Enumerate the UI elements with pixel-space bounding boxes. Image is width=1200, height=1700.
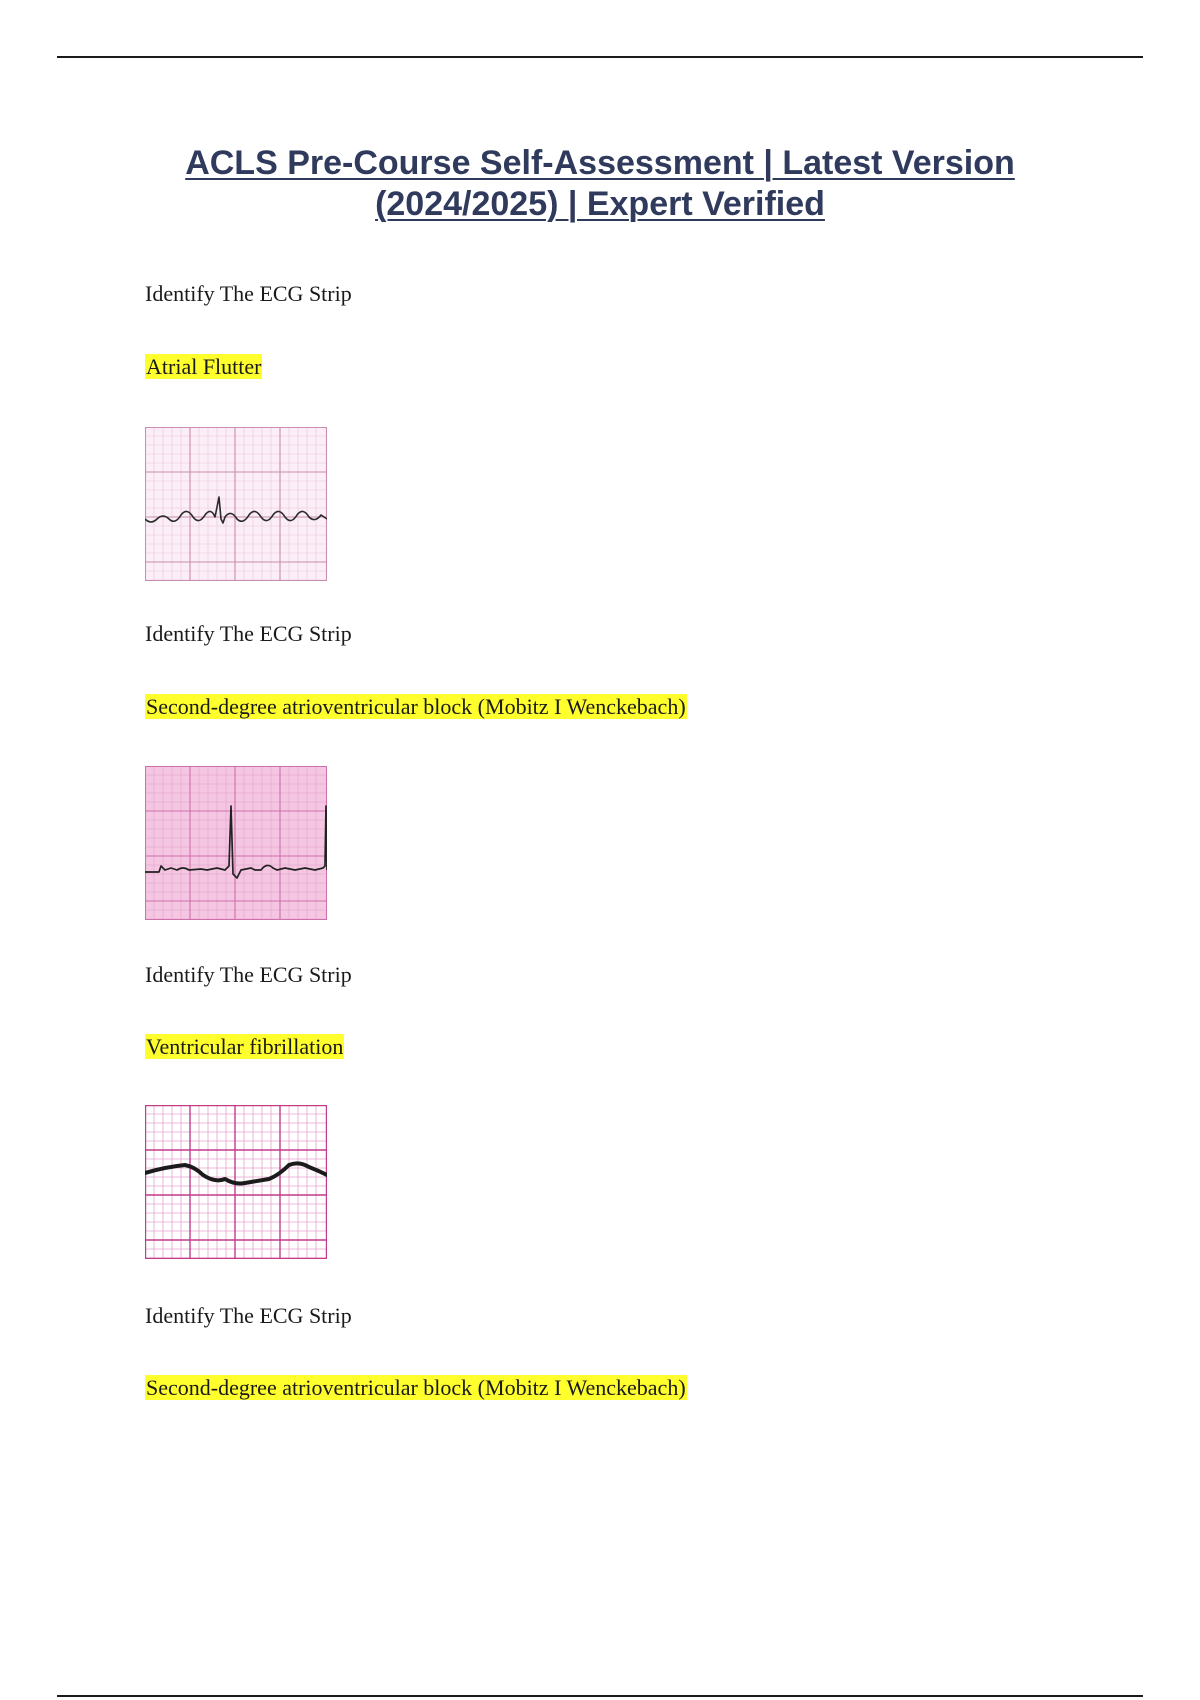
title-line-2: (2024/2025) | Expert Verified xyxy=(375,185,825,223)
answer-text xyxy=(145,353,262,381)
question-text: Identify The ECG Strip xyxy=(145,1303,352,1328)
answer-text xyxy=(145,693,687,721)
document-title xyxy=(100,143,1100,225)
question-text: Identify The ECG Strip xyxy=(145,621,352,646)
title-line-1: ACLS Pre-Course Self-Assessment | Latest Version xyxy=(185,144,1015,182)
answer-text xyxy=(145,1033,344,1061)
ecg-strip-atrial-flutter-image xyxy=(145,427,327,581)
header-rule xyxy=(57,56,1143,58)
answer-highlight: Ventricular fibrillation xyxy=(146,1034,344,1059)
question-text: Identify The ECG Strip xyxy=(145,962,352,987)
answer-highlight: Second-degree atrioventricular block (Mobitz I Wenckebach) xyxy=(146,694,686,719)
footer-rule xyxy=(57,1695,1143,1697)
answer-text xyxy=(145,1374,687,1402)
answer-highlight: Atrial Flutter xyxy=(146,354,262,379)
ecg-strip-ventricular-fibrillation-image xyxy=(145,1105,327,1259)
answer-highlight: Second-degree atrioventricular block (Mobitz I Wenckebach) xyxy=(146,1375,686,1400)
ecg-strip-mobitz-i-image xyxy=(145,766,327,920)
question-text: Identify The ECG Strip xyxy=(145,281,352,306)
